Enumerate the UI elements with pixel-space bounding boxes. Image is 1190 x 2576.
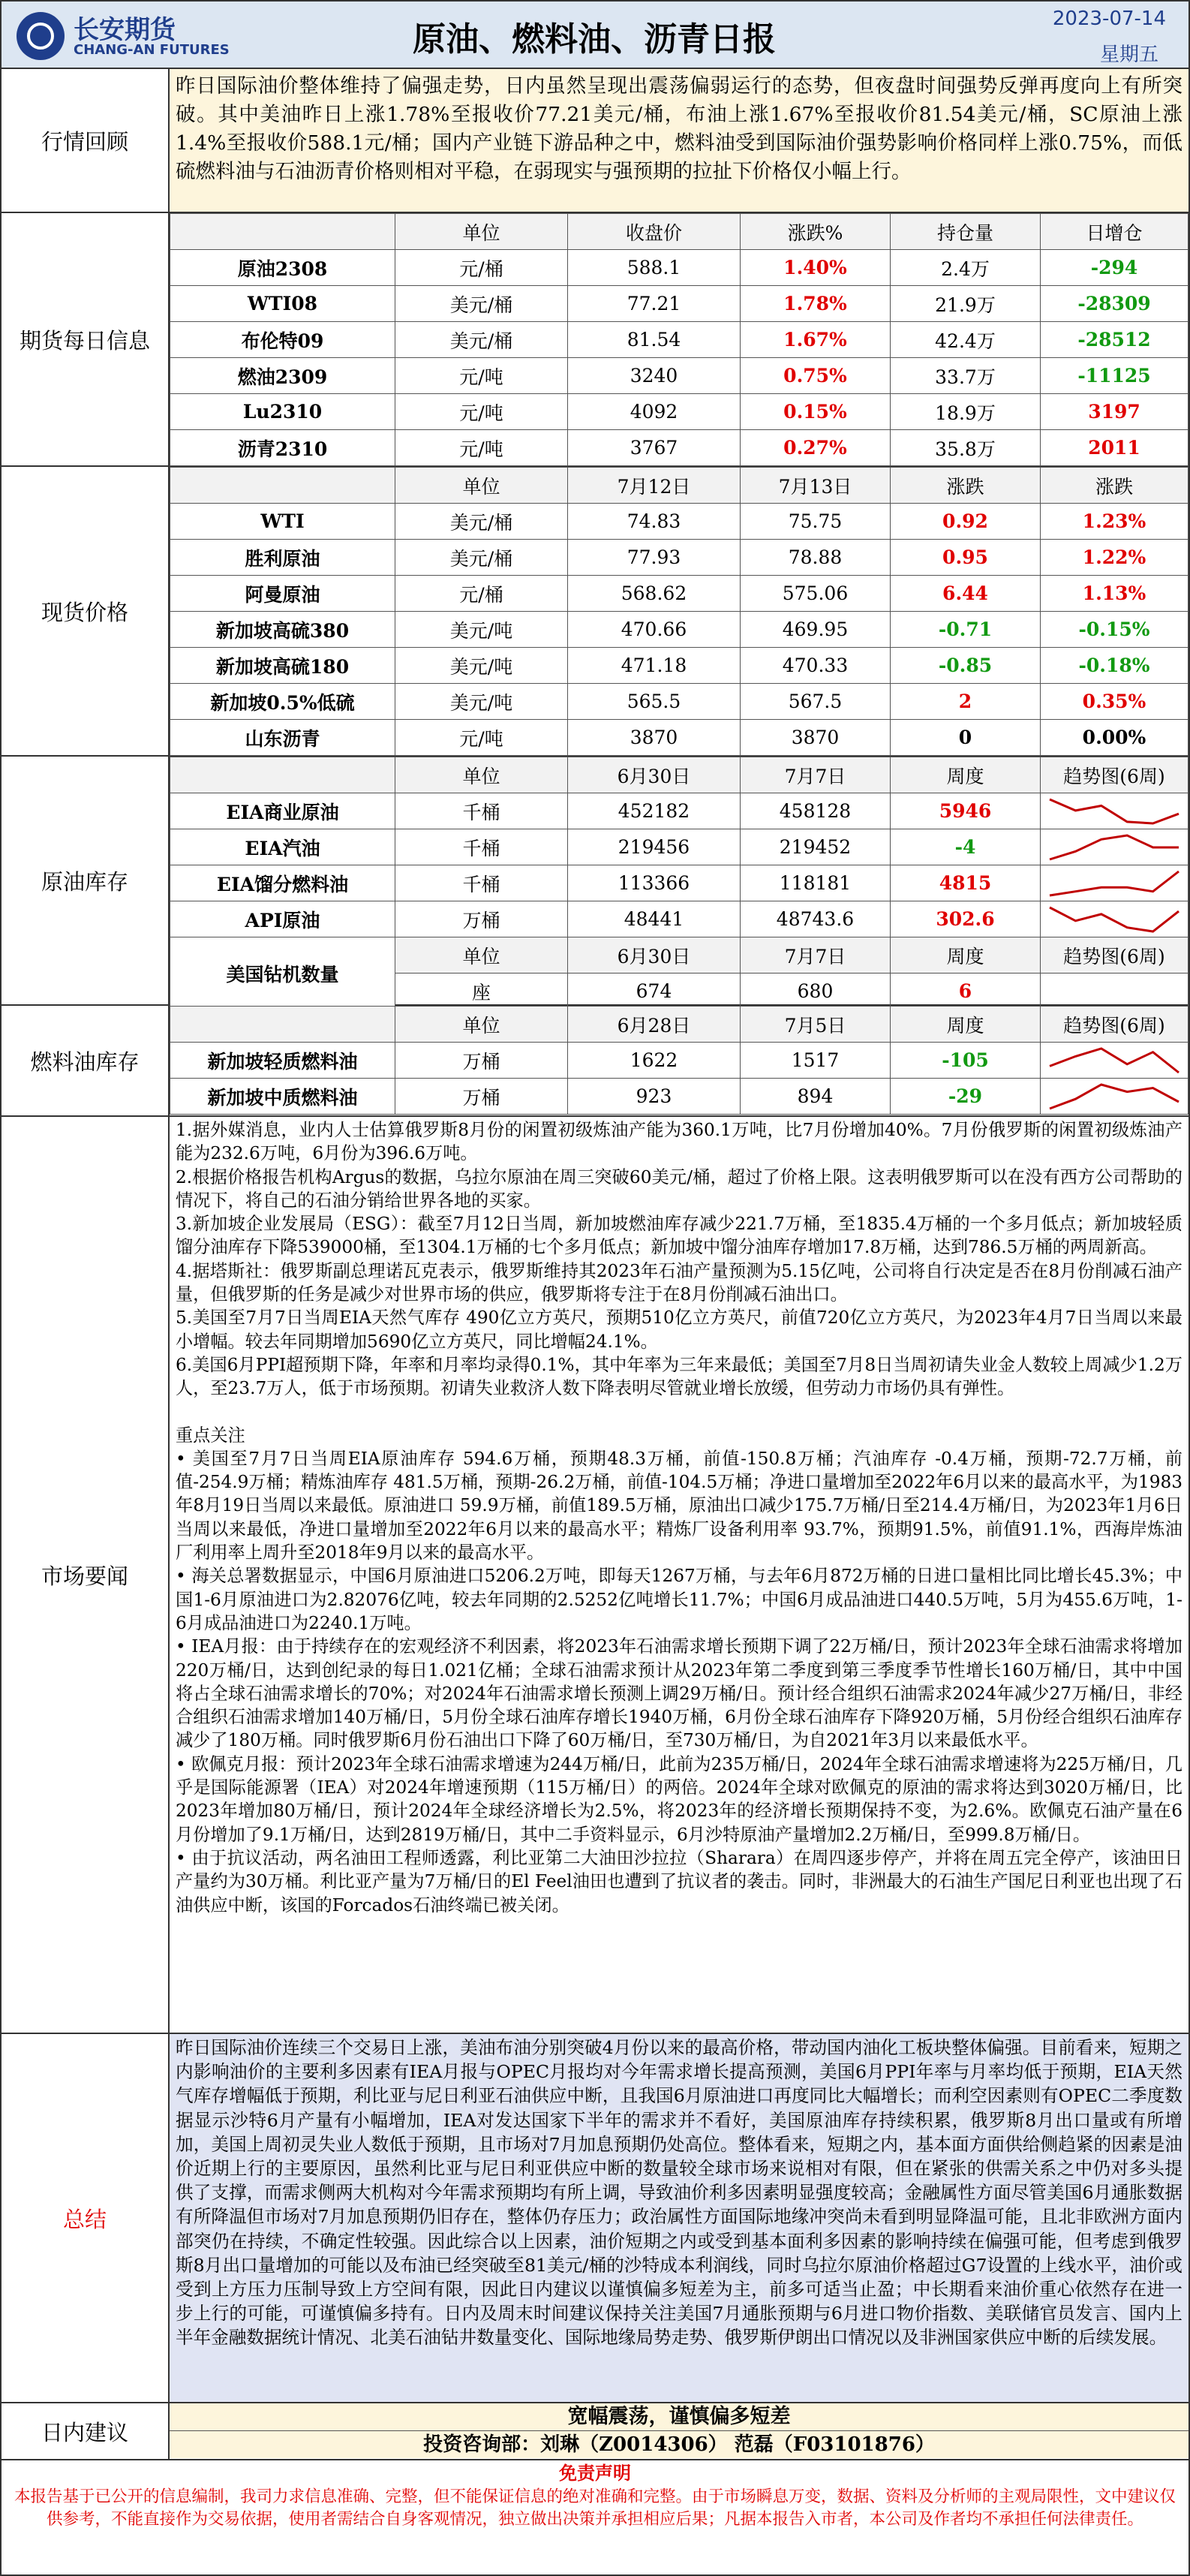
unit: 座 [395,974,568,1010]
news-item: 6.美国6月PPI超预期下降，年率和月率均录得0.1%，其中年率为三年来最低；美国至7月8日当周初请失业金人数较上周减少1.2万人，至23.7万人，低于市场预期。初请失业救济人数下降表明尽管就业增长放缓，但劳动力市场仍具有弹性。 [176,1354,1182,1399]
table-header-row [170,468,1188,504]
unit: 美元/桶 [395,540,568,576]
open-interest: 33.7万 [891,358,1041,394]
column-header: 7月7日 [741,937,891,974]
fuel-inventory-table [170,1006,1188,1115]
value-curr: 680 [741,974,891,1010]
unit: 美元/吨 [395,684,568,720]
focus-item: • 欧佩克月报：预计2023年全球石油需求增速为244万桶/日，此前为235万桶/日，2024年全球石油需求增速将为225万桶/日，几乎是国际能源署（IEA）对2024年增速预期（115万桶/日）的两倍。2024年全球对欧佩克的原油的需求将达到3020万桶/日，比2023年增加80万桶/日，预计2024年全球经济增长为2.5%，将2023年的经济增长预期保持不变，为2.6%。欧佩克石油产量在6月份增加了9.1万桶/日，达到2819万桶/日，其中二手资料显示，6月沙特原油产量增加2.2万桶/日，至999.8万桶/日。 [176,1753,1182,1845]
news-item: 4.据塔斯社：俄罗斯副总理诺瓦克表示，俄罗斯维持其2023年石油产量预测为5.15亿吨，公司将自行决定是否在8月份削减石油产量，但俄罗斯的任务是减少对世界市场的供应，俄罗斯将专注于在8月份削减石油出口。 [176,1260,1182,1305]
price-day1: 471.18 [568,648,741,684]
change-pct: 1.40% [741,250,891,286]
trend-cell [1041,829,1188,865]
section-label: 燃料油库存 [2,1006,170,1115]
spot-section [0,467,1190,757]
unit: 元/桶 [395,576,568,612]
contract-name: 原油2308 [170,250,395,286]
open-interest: 42.4万 [891,322,1041,358]
table-header-row [170,1007,1188,1043]
table-row [170,540,1188,576]
change-pct: 1.22% [1041,540,1188,576]
value-prev: 923 [568,1079,741,1115]
section-label: 日内建议 [2,2403,170,2459]
price-day1: 470.66 [568,612,741,648]
change-value: 0.92 [891,504,1041,540]
spot-name: WTI [170,504,395,540]
trend-cell [1041,865,1188,901]
change-pct: 1.13% [1041,576,1188,612]
rig-count-label: 美国钻机数量 [170,937,395,1010]
price-day1: 3870 [568,720,741,756]
daily-oi-change: 2011 [1041,430,1188,466]
spot-name: 新加坡0.5%低硫 [170,684,395,720]
contract-name: 布伦特09 [170,322,395,358]
change-pct: 0.75% [741,358,891,394]
value-curr: 1517 [741,1043,891,1079]
market-review-text: 昨日国际油价整体维持了偏强走势，日内虽然呈现出震荡偏弱运行的态势，但夜盘时间强势反弹再度向上有所突破。其中美油昨日上涨1.78%至报收价77.21美元/桶，布油上涨1.67%至报收价81.54美元/桶，SC原油上涨1.4%至报收价588.1元/桶；国内产业链下游品种之中，燃料油受到国际油价强势影响价格同样上涨0.75%，而低硫燃料油与石油沥青价格则相对平稳，在弱现实与强预期的拉扯下价格仅小幅上行。 [170,69,1188,212]
logo-en-text: CHANG-AN FUTURES [74,42,230,58]
price-day2: 78.88 [741,540,891,576]
table-header-row [170,757,1188,793]
unit: 美元/吨 [395,612,568,648]
column-header: 7月7日 [741,757,891,793]
value-curr: 219452 [741,829,891,865]
weekly-change: 6 [891,974,1041,1010]
open-interest: 2.4万 [891,250,1041,286]
logo-icon [17,12,65,60]
column-header: 趋势图(6周) [1041,757,1188,793]
focus-item: • 美国至7月7日当周EIA原油库存 594.6万桶，预期48.3万桶，前值-150.8万桶；汽油库存 -0.4万桶，预期-72.7万桶，前值-254.9万桶；精炼油库存 481.5万桶，预期-26.2万桶，前值-104.5万桶；净进口量增加至2022年6月以来的最高水平，为1983年8月19日当周以来最低。原油进口 59.9万桶，前值189.5万桶，原油出口减少175.7万桶/日至214.4万桶/日，为2023年1月6日当周以来最低，净进口量增加至2022年6月以来的最高水平；精炼厂设备利用率 93.7%，预期91.5%，前值91.1%，西海岸炼油厂利用率上周升至2018年9月以来的最高水平。 [176,1448,1182,1563]
table-row [170,648,1188,684]
daily-oi-change: -294 [1041,250,1188,286]
unit: 千桶 [395,829,568,865]
unit: 万桶 [395,1043,568,1079]
table-row [170,576,1188,612]
sparkline-path [1050,1085,1179,1109]
value-curr: 894 [741,1079,891,1115]
crude-inventory-section [0,757,1190,1006]
weekly-change: 5946 [891,793,1041,829]
unit: 元/吨 [395,394,568,430]
change-value: 2 [891,684,1041,720]
change-pct: 0.00% [1041,720,1188,756]
column-header: 趋势图(6周) [1041,937,1188,974]
trend-cell [1041,901,1188,937]
news-section [0,1117,1190,2034]
table-row [170,1079,1188,1115]
open-interest: 21.9万 [891,286,1041,322]
inventory-name: 新加坡轻质燃料油 [170,1043,395,1079]
advisor-text: 投资咨询部：刘琳（Z0014306） 范磊（F03101876） [170,2430,1188,2458]
value-prev: 674 [568,974,741,1010]
column-header: 持仓量 [891,214,1041,250]
table-header-row [170,937,1188,974]
unit: 万桶 [395,901,568,937]
daily-oi-change: 3197 [1041,394,1188,430]
inventory-name: 新加坡中质燃料油 [170,1079,395,1115]
change-pct: 1.67% [741,322,891,358]
section-label: 期货每日信息 [2,213,170,465]
table-row [170,358,1188,394]
column-header [170,1007,395,1043]
column-header: 单位 [395,214,568,250]
contract-name: 沥青2310 [170,430,395,466]
value-prev: 219456 [568,829,741,865]
section-label: 现货价格 [2,467,170,755]
market-review-section [0,69,1190,213]
inventory-name: EIA商业原油 [170,793,395,829]
report-weekday: 星期五 [1099,44,1158,66]
close-price: 77.21 [568,286,741,322]
spot-name: 新加坡高硫180 [170,648,395,684]
close-price: 588.1 [568,250,741,286]
table-row [170,394,1188,430]
unit: 元/吨 [395,358,568,394]
contract-name: WTI08 [170,286,395,322]
price-day1: 568.62 [568,576,741,612]
disclaimer-title: 免责声明 [559,2462,631,2484]
crude-inventory-table [170,757,1188,1010]
value-prev: 452182 [568,793,741,829]
section-label: 原油库存 [2,757,170,1004]
weekly-change: 302.6 [891,901,1041,937]
unit: 美元/桶 [395,286,568,322]
company-logo [17,9,242,63]
table-row [170,829,1188,865]
news-item: 1.据外媒消息，业内人士估算俄罗斯8月份的闲置初级炼油产能为360.1万吨，比7月份增加40%。7月份俄罗斯的闲置初级炼油产能为232.6万吨，6月份为396.6万吨。 [176,1120,1182,1164]
sparkline-path [1050,799,1179,823]
contract-name: Lu2310 [170,394,395,430]
unit: 美元/吨 [395,648,568,684]
trend-cell [1041,793,1188,829]
inventory-name: EIA馏分燃料油 [170,865,395,901]
close-price: 81.54 [568,322,741,358]
daily-oi-change: -28512 [1041,322,1188,358]
price-day1: 565.5 [568,684,741,720]
section-label: 市场要闻 [2,1117,170,2033]
change-value: -0.71 [891,612,1041,648]
spot-name: 阿曼原油 [170,576,395,612]
trend-sparkline [1047,796,1182,826]
futures-table [170,213,1188,466]
news-item: 5.美国至7月7日当周EIA天然气库存 490亿立方英尺，预期510亿立方英尺，前值720亿立方英尺，为2023年4月7日当周以来最小增幅。较去年同期增加5690亿立方英尺，同比增幅24.1%。 [176,1308,1182,1352]
unit: 千桶 [395,865,568,901]
column-header: 日增仓 [1041,214,1188,250]
column-header: 7月13日 [741,468,891,504]
advice-text: 宽幅震荡，谨慎偏多短差 [170,2403,1188,2430]
weekly-change: -29 [891,1079,1041,1115]
table-row [170,684,1188,720]
unit: 元/吨 [395,430,568,466]
column-header: 单位 [395,468,568,504]
change-pct: 1.23% [1041,504,1188,540]
change-value: -0.85 [891,648,1041,684]
unit: 美元/桶 [395,504,568,540]
price-day2: 470.33 [741,648,891,684]
value-prev: 113366 [568,865,741,901]
price-day2: 567.5 [741,684,891,720]
table-row [170,793,1188,829]
report-title: 原油、燃料油、沥青日报 [413,20,776,59]
focus-item: • 海关总署数据显示，中国6月原油进口5206.2万吨，即每天1267万桶，与去年6月872万桶的日进口量相比同比增长45.3%；中国1-6月原油进口为2.82076亿吨，较去年同期的2.5252亿吨增长11.7%；中国6月成品油进口440.5万吨，5月为455.6万吨，1-6月成品油进口为2240.1万吨。 [176,1566,1182,1633]
column-header: 周度 [891,1007,1041,1043]
change-pct: 1.78% [741,286,891,322]
focus-item: • 由于抗议活动，两名油田工程师透露，利比亚第二大油田沙拉拉（Sharara）在周四逐步停产，并将在周五完全停产，该油田日产量约为30万桶。利比亚产量为7万桶/日的El Feel油田也遭到了抗议者的袭击。同时，非洲最大的石油生产国尼日利亚也出现了石油供应中断，该国的Forcados石油终端已被关闭。 [176,1847,1182,1915]
table-row [170,720,1188,756]
trend-sparkline [1047,868,1182,898]
weekly-change: 4815 [891,865,1041,901]
change-pct: -0.18% [1041,648,1188,684]
column-header [170,214,395,250]
spot-table [170,467,1188,756]
summary-text: 昨日国际油价连续三个交易日上涨，美油布油分别突破4月份以来的最高价格，带动国内油化工板块整体偏强。目前看来，短期之内影响油价的主要利多因素有IEA月报与OPEC月报均对今年需求增长提高预测，美国6月PPI年率与月率均低于预期，EIA天然气库存增幅低于预期，利比亚与尼日利亚石油供应中断，且我国6月原油进口再度同比大幅增长；而利空因素则有OPEC二季度数据显示沙特6月产量有小幅增加，IEA对发达国家下半年的需求并不看好，美国原油库存持续积累，俄罗斯8月出口量或有所增加，美国上周初灵失业人数低于预期，且市场对7月加息预期仍处高位。整体看来，短期之内，基本面方面供给侧趋紧的因素是油价近期上行的主要原因，虽然利比亚与尼日利亚供应中断的数量较全球市场来说相对有限，但在紧张的供需关系之中仍对多头提供了支撑，而需求侧两大机构对今年需求预期均有所上调，导致油价利多因素明显强度较高；金融属性方面尽管美国6月通胀数据有所降温但市场对7月加息预期仍旧存在，整体仍存压力；政治属性方面国际地缘冲突尚未看到明显降温可能，且北非欧洲方面内部突仍在持续，不确定性较强。因此综合以上因素，油价短期之内或受到基本面利多因素的影响持续在偏强可能，但考虑到俄罗斯8月出口量增加的可能以及布油已经突破至81美元/桶的沙特成本利润线，同时乌拉尔原油价格超过G7设置的上线水平，油价或受到上方压力压制导致上方空间有限，因此日内建议以谨慎偏多短差为主，前多可适当止盈；中长期看来油价重心依然存在进一步上行的可能，可谨慎偏多持有。日内及周末时间建议保持关注美国7月通胀预期与6月进口物价指数、美联储官员发言、国内上半年金融数据统计情况、北美石油钻井数量变化、国际地缘局势走势、俄罗斯伊朗出口情况以及非洲国家供应中断的后续发展。 [170,2034,1188,2402]
unit: 元/桶 [395,250,568,286]
column-header: 6月28日 [568,1007,741,1043]
value-curr: 458128 [741,793,891,829]
contract-name: 燃油2309 [170,358,395,394]
focus-title: 重点关注 [176,1425,245,1446]
close-price: 4092 [568,394,741,430]
column-header: 7月5日 [741,1007,891,1043]
logo-cn-text: 长安期货 [74,15,176,45]
trend-sparkline [1047,904,1182,934]
news-item: 3.新加坡企业发展局（ESG）：截至7月12日当周，新加坡燃油库存减少221.7万桶，至1835.4万桶的一个多月低点；新加坡轻质馏分油库存下降539000桶，至1304.1万桶的七个多月低点；新加坡中馏分油库存增加17.8万桶，达到786.5万桶的两周新高。 [176,1214,1182,1258]
daily-oi-change: -11125 [1041,358,1188,394]
column-header [170,468,395,504]
trend-cell [1041,1043,1188,1079]
column-header: 周度 [891,757,1041,793]
column-header: 7月12日 [568,468,741,504]
inventory-name: API原油 [170,901,395,937]
table-header-row [170,214,1188,250]
column-header: 趋势图(6周) [1041,1007,1188,1043]
disclaimer [0,2460,1190,2576]
section-label: 行情回顾 [2,69,170,212]
focus-item: • IEA月报：由于持续存在的宏观经济不利因素，将2023年石油需求增长预期下调了22万桶/日，预计2023年全球石油需求将增加220万桶/日，达到创纪录的每日1.021亿桶；全球石油需求预计从2023年第二季度到第三季度季节性增长160万桶/日，其中中国将占全球石油需求增长的70%；对2024年石油需求增长预测上调29万桶/日。预计经合组织石油需求2024年减少27万桶/日，非经合组织石油需求增加140万桶/日，5月份全球石油库存增长1940万桶，6月份全球石油库存下降920万桶，5月份经合组织石油库存减少了180万桶。同时俄罗斯6月份石油出口下降了60万桶/日，至730万桶/日，为自2021年3月以来最低水平。 [176,1636,1182,1751]
trend-cell [1041,1079,1188,1115]
sparkline-path [1050,907,1179,931]
close-price: 3240 [568,358,741,394]
column-header: 单位 [395,1007,568,1043]
news-item: 2.根据价格报告机构Argus的数据，乌拉尔原油在周三突破60美元/桶，超过了价格上限。这表明俄罗斯可以在没有西方公司帮助的情况下，将自己的石油分销给世界各地的买家。 [176,1166,1182,1211]
spot-name: 胜利原油 [170,540,395,576]
column-header [170,757,395,793]
table-row [170,430,1188,466]
change-pct: 0.15% [741,394,891,430]
trend-sparkline [1047,832,1182,862]
news-body [170,1117,1188,1918]
weekly-change: -4 [891,829,1041,865]
sparkline-path [1050,835,1179,859]
summary-section [0,2034,1190,2403]
table-row [170,865,1188,901]
inventory-name: EIA汽油 [170,829,395,865]
price-day1: 74.83 [568,504,741,540]
trend-sparkline [1047,1046,1182,1076]
trend-cell [1041,974,1188,1010]
price-day2: 3870 [741,720,891,756]
column-header: 收盘价 [568,214,741,250]
table-row [170,286,1188,322]
table-row [170,612,1188,648]
unit: 美元/桶 [395,322,568,358]
column-header: 单位 [395,757,568,793]
table-row [170,250,1188,286]
table-row [170,1043,1188,1079]
sparkline-path [1050,871,1179,895]
weekly-change: -105 [891,1043,1041,1079]
column-header: 周度 [891,937,1041,974]
report-header [0,0,1190,69]
column-header: 涨跌 [891,468,1041,504]
column-header: 6月30日 [568,937,741,974]
change-value: 0.95 [891,540,1041,576]
column-header: 涨跌% [741,214,891,250]
report-date: 2023-07-14 [1052,8,1166,30]
advice-section [0,2403,1190,2460]
close-price: 3767 [568,430,741,466]
unit: 元/吨 [395,720,568,756]
price-day2: 575.06 [741,576,891,612]
column-header: 涨跌 [1041,468,1188,504]
column-header: 6月30日 [568,757,741,793]
futures-section [0,213,1190,467]
disclaimer-text: 本报告基于已公开的信息编制，我司力求信息准确、完整，但不能保证信息的绝对准确和完整。由于市场瞬息万变，数据、资料及分析师的主观局限性，文中建议仅供参考，不能直接作为交易依据，使用者需结合自身客观情况，独立做出决策并承担相应后果；凡据本报告入市者，本公司及作者均不承担任何法律责任。 [14,2487,1176,2529]
change-pct: 0.27% [741,430,891,466]
change-pct: 0.35% [1041,684,1188,720]
daily-oi-change: -28309 [1041,286,1188,322]
trend-sparkline [1047,1082,1182,1112]
table-row [170,901,1188,937]
unit: 万桶 [395,1079,568,1115]
unit: 千桶 [395,793,568,829]
price-day2: 469.95 [741,612,891,648]
value-prev: 1622 [568,1043,741,1079]
price-day1: 77.93 [568,540,741,576]
value-prev: 48441 [568,901,741,937]
change-pct: -0.15% [1041,612,1188,648]
open-interest: 35.8万 [891,430,1041,466]
change-value: 0 [891,720,1041,756]
spot-name: 山东沥青 [170,720,395,756]
sparkline-path [1050,1049,1179,1073]
open-interest: 18.9万 [891,394,1041,430]
fuel-inventory-section [0,1006,1190,1117]
price-day2: 75.75 [741,504,891,540]
column-header: 单位 [395,937,568,974]
table-row [170,504,1188,540]
section-label: 总结 [2,2034,170,2402]
value-curr: 118181 [741,865,891,901]
value-curr: 48743.6 [741,901,891,937]
spot-name: 新加坡高硫380 [170,612,395,648]
change-value: 6.44 [891,576,1041,612]
table-row [170,322,1188,358]
